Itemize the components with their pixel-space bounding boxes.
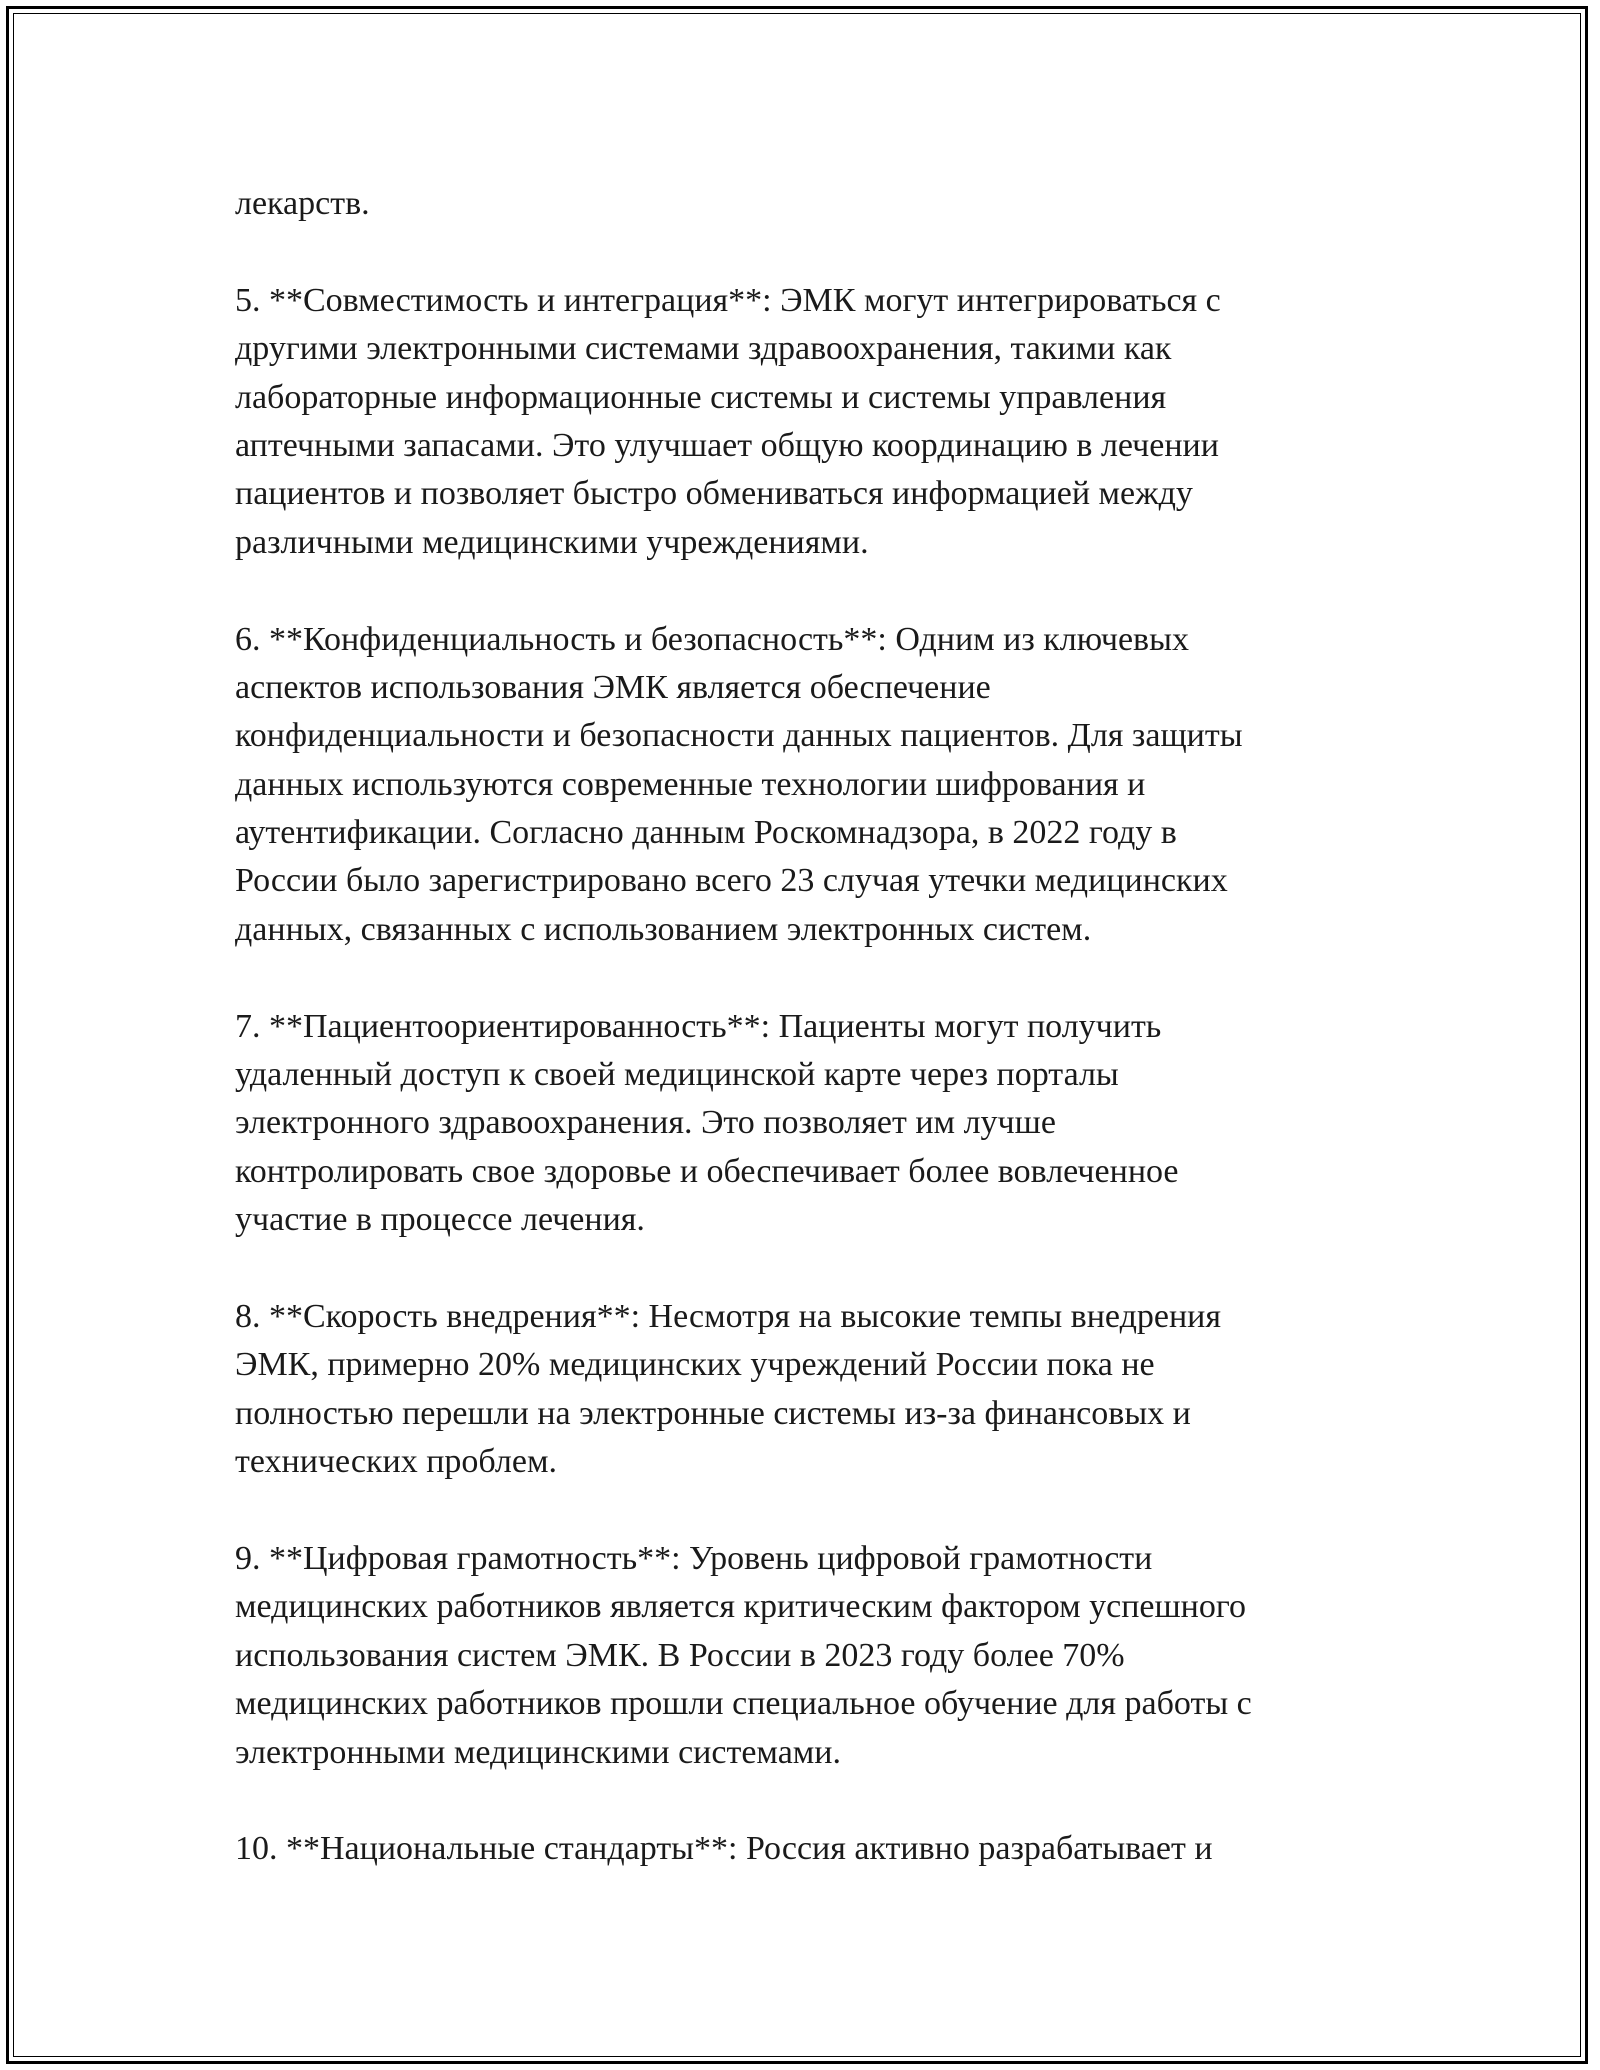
paragraph-gap <box>235 1245 1415 1293</box>
paragraph-gap <box>235 1777 1415 1825</box>
text-line: 10. **Национальные стандарты**: Россия активно разрабатывает и <box>235 1830 1213 1868</box>
text-line: различными медицинскими учреждениями. <box>235 523 869 561</box>
text-line: 7. **Пациентоориентированность**: Пациенты могут получить <box>235 1007 1162 1045</box>
text-line: аутентификации. Согласно данным Роскомнадзора, в 2022 году в <box>235 814 1177 852</box>
text-line: аптечными запасами. Это улучшает общую координацию в лечении <box>235 426 1219 464</box>
text-line: технических проблем. <box>235 1443 557 1481</box>
document-body <box>235 180 1415 1874</box>
text-line: лабораторные информационные системы и системы управления <box>235 378 1167 416</box>
text-line: электронными медицинскими системами. <box>235 1733 841 1771</box>
text-line: данных, связанных с использованием электронных систем. <box>235 910 1092 948</box>
text-line: лекарств. <box>235 185 370 222</box>
text-line: аспектов использования ЭМК является обеспечение <box>235 668 991 706</box>
text-line: медицинских работников является критическим фактором успешного <box>235 1588 1246 1626</box>
text-line: ЭМК, примерно 20% медицинских учреждений России пока не <box>235 1346 1155 1384</box>
text-line: использования систем ЭМК. В России в 2023 году более 70% <box>235 1636 1125 1674</box>
text-line: участие в процессе лечения. <box>235 1201 645 1239</box>
text-line: 8. **Скорость внедрения**: Несмотря на высокие темпы внедрения <box>235 1297 1221 1335</box>
paragraph-gap <box>235 567 1415 615</box>
text-line: контролировать свое здоровье и обеспечивает более вовлеченное <box>235 1152 1179 1190</box>
text-line: другими электронными системами здравоохранения, такими как <box>235 330 1172 368</box>
text-line: данных используются современные технологии шифрования и <box>235 765 1146 803</box>
text-line: России было зарегистрировано всего 23 случая утечки медицинских <box>235 862 1228 900</box>
text-line: 6. **Конфиденциальность и безопасность**: Одним из ключевых <box>235 620 1189 658</box>
text-line: медицинских работников прошли специальное обучение для работы с <box>235 1685 1252 1723</box>
text-line: конфиденциальности и безопасности данных пациентов. Для защиты <box>235 717 1243 755</box>
text-line: электронного здравоохранения. Это позволяет им лучше <box>235 1104 1056 1142</box>
text-line: удаленный доступ к своей медицинской карте через порталы <box>235 1056 1119 1094</box>
paragraph-gap <box>235 1487 1415 1535</box>
text-line: 5. **Совместимость и интеграция**: ЭМК могут интегрироваться с <box>235 281 1221 319</box>
text-line: пациентов и позволяет быстро обмениваться информацией между <box>235 475 1193 513</box>
text-line: полностью перешли на электронные системы из-за финансовых и <box>235 1394 1191 1432</box>
paragraph-gap <box>235 954 1415 1002</box>
paragraph-gap <box>235 228 1415 276</box>
text-line: 9. **Цифровая грамотность**: Уровень цифровой грамотности <box>235 1539 1153 1577</box>
